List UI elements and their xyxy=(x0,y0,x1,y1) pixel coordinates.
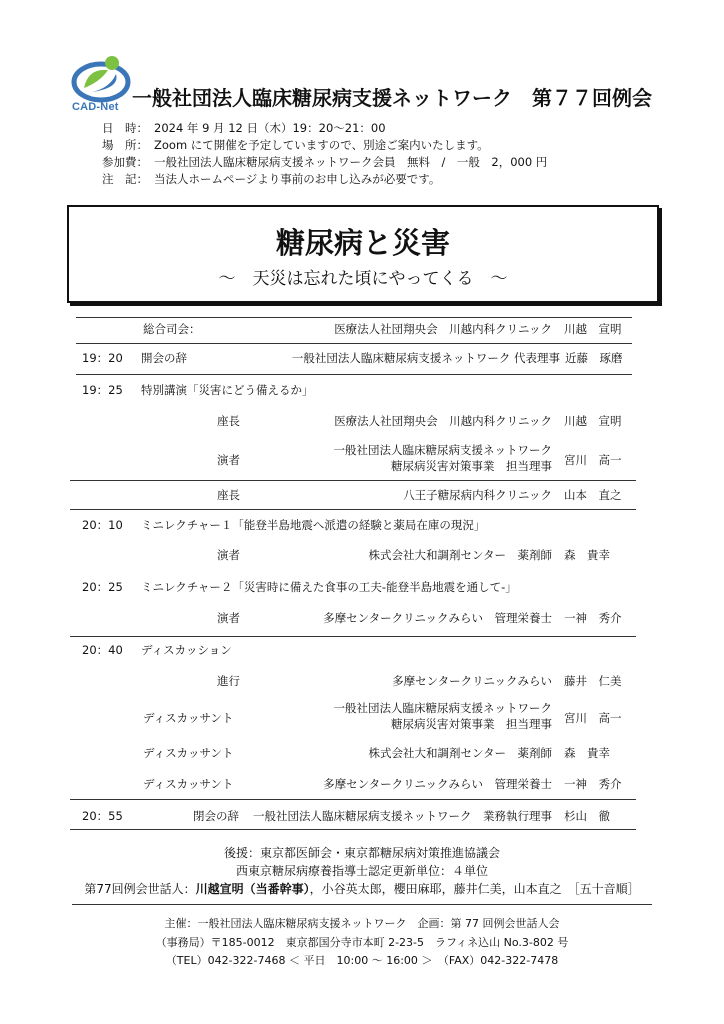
program-affiliation: 八王子糖尿病内科クリニック xyxy=(403,488,552,502)
program-role: ディスカッサント xyxy=(143,711,234,725)
info-value: Zoom にて開催を予定していますので、別途ご案内いたします。 xyxy=(154,138,489,152)
program-name: 山本 直之 xyxy=(564,488,622,502)
title-box xyxy=(67,205,659,303)
program-affiliation: 医療法人社団翔央会 川越内科クリニック xyxy=(334,322,552,336)
program-name: 宮川 高一 xyxy=(564,711,622,725)
info-value: 当法人ホームページより事前のお申し込みが必要です。 xyxy=(154,172,441,186)
program-affiliation: 医療法人社団翔央会 川越内科クリニック xyxy=(334,414,552,428)
info-value: 2024 年 9 月 12 日（木）19：20〜21：00 xyxy=(154,121,386,135)
program-session-title: ディスカッション xyxy=(141,643,232,657)
divider xyxy=(76,374,632,375)
program-role: 開会の辞 xyxy=(141,351,187,365)
program-session-title: ミニレクチャー１「能登半島地震へ派遣の経験と薬局在庫の現況」 xyxy=(141,518,486,532)
program-session-title: ミニレクチャー２「災害時に備えた食事の工夫-能登半島地震を通して-」 xyxy=(141,580,517,594)
program-time: 20：55 xyxy=(82,809,123,823)
program-name: 川越 宣明 xyxy=(564,414,622,428)
footer-address: （事務局）〒185-0012 東京都国分寺市本町 2-23-5 ラフィネ込山 No.3-802 号 xyxy=(155,936,569,949)
program-affiliation: 一般社団法人臨床糖尿病支援ネットワーク 業務執行理事 xyxy=(253,809,552,823)
program-session-title: 特別講演「災害にどう備えるか」 xyxy=(141,383,314,397)
divider xyxy=(70,480,636,481)
divider xyxy=(70,799,636,800)
program-role: 閉会の辞 xyxy=(193,809,239,823)
certification-line: 西東京糖尿病療養指導士認定更新単位：４単位 xyxy=(235,864,488,878)
program-name: 一神 秀介 xyxy=(564,777,622,791)
program-role: ディスカッサント xyxy=(143,746,234,760)
logo-text: CAD-Net xyxy=(72,101,119,113)
program-name: 宮川 高一 xyxy=(564,453,622,467)
info-venue xyxy=(102,137,489,153)
program-name: 森 貴幸 xyxy=(564,746,610,760)
program-role: 座長 xyxy=(217,488,240,502)
info-value: 一般社団法人臨床糖尿病支援ネットワーク会員 無料 / 一般 2，000 円 xyxy=(154,155,548,169)
program-time: 20：40 xyxy=(82,643,123,657)
footer-host: 主催：一般社団法人臨床糖尿病支援ネットワーク 企画：第 77 回例会世話人会 xyxy=(164,917,560,930)
program-affiliation: 株式会社大和調剤センター 薬剤師 xyxy=(368,746,552,760)
program-affiliation: 一般社団法人臨床糖尿病支援ネットワーク xyxy=(333,443,552,457)
program-name: 杉山 徹 xyxy=(564,809,610,823)
program-name: 一神 秀介 xyxy=(564,611,622,625)
program-role: 進行 xyxy=(217,674,240,688)
divider xyxy=(72,904,652,905)
program-role: ディスカッサント xyxy=(143,777,234,791)
divider xyxy=(70,509,636,510)
program-time: 20：25 xyxy=(82,580,123,594)
event-subtitle: 〜 天災は忘れた頃にやってくる 〜 xyxy=(218,269,508,289)
organizers-line xyxy=(0,880,724,897)
program-role: 演者 xyxy=(217,548,240,562)
program-role: 演者 xyxy=(217,611,240,625)
program-affiliation: 多摩センタークリニックみらい xyxy=(392,674,552,688)
info-label: 場 所： xyxy=(102,138,148,152)
program-name: 森 貴幸 xyxy=(564,548,610,562)
program-affiliation: 多摩センタークリニックみらい 管理栄養士 xyxy=(323,777,552,791)
program-name: 藤井 仁美 xyxy=(564,674,622,688)
program-role: 座長 xyxy=(217,414,240,428)
program-time: 20：10 xyxy=(82,518,123,532)
page-title: 一般社団法人臨床糖尿病支援ネットワーク 第７７回例会 xyxy=(132,86,652,110)
program-affiliation: 糖尿病災害対策事業 担当理事 xyxy=(391,459,552,473)
program-time: 19：25 xyxy=(82,383,123,397)
info-datetime xyxy=(102,120,386,136)
program-affiliation: 一般社団法人臨床糖尿病支援ネットワーク 代表理事 xyxy=(291,351,560,365)
program-affiliation: 一般社団法人臨床糖尿病支援ネットワーク xyxy=(333,701,552,715)
info-label: 日 時： xyxy=(102,121,148,135)
info-label: 注 記： xyxy=(102,172,148,186)
program-affiliation: 株式会社大和調剤センター 薬剤師 xyxy=(368,548,552,562)
organizers-rest: ，小谷英太郎，櫻田麻耶，藤井仁美，山本直之 ［五十音順］ xyxy=(309,882,640,896)
program-name: 近藤 琢磨 xyxy=(565,351,623,365)
divider xyxy=(76,317,632,318)
info-fee xyxy=(102,154,547,170)
divider xyxy=(70,636,636,637)
program-affiliation: 糖尿病災害対策事業 担当理事 xyxy=(391,717,552,731)
info-note xyxy=(102,171,440,187)
program-name: 川越 宣明 xyxy=(564,322,622,336)
program-affiliation: 多摩センタークリニックみらい 管理栄養士 xyxy=(323,611,552,625)
organizers-prefix: 第77回例会世話人： xyxy=(84,882,196,896)
program-time: 19：20 xyxy=(82,351,123,365)
footer-contact: （TEL）042-322-7468 ＜ 平日 10:00 〜 16:00 ＞ （FAX）042-322-7478 xyxy=(165,954,559,967)
organizers-lead: 川越宣明（当番幹事） xyxy=(195,882,310,896)
program-role: 総合司会： xyxy=(143,322,201,336)
info-label: 参加費： xyxy=(102,155,148,169)
divider xyxy=(76,343,632,344)
divider xyxy=(70,829,636,830)
support-line: 後援：東京都医師会・東京都糖尿病対策推進協議会 xyxy=(223,846,500,860)
event-title: 糖尿病と災害 xyxy=(275,226,450,260)
program-role: 演者 xyxy=(217,453,240,467)
